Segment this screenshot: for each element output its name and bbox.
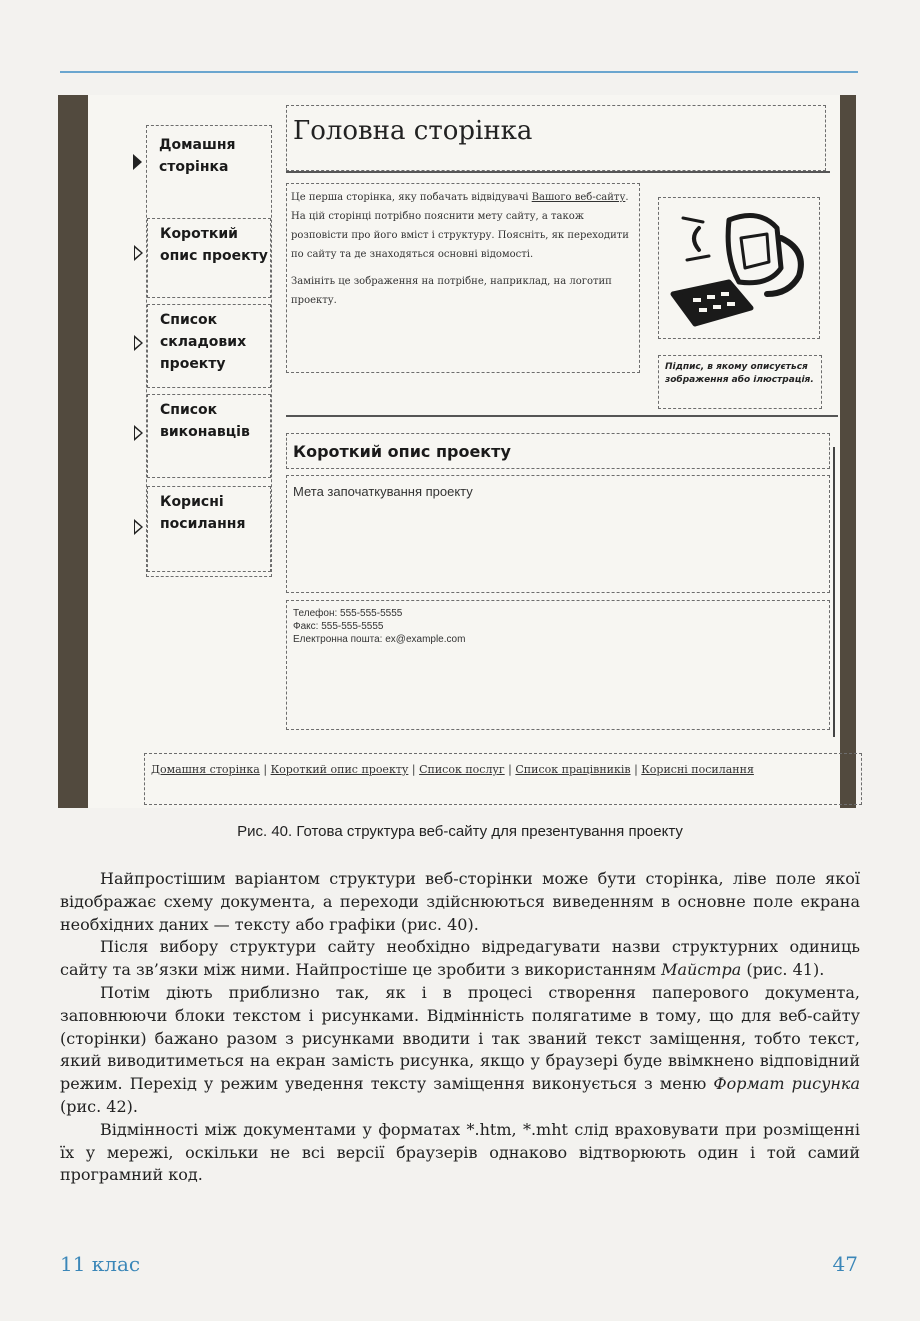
paragraph-text: Потім діють приблизно так, як і в процесі створення паперового документа, заповнюючи блоки текстом і рисунками. Відмінність полягатиме в тому, що для веб-сайту (сторінки) бажано разом з рисунками вводити і так званий текст заміщення, тобто текст, який виводитиметься на екран замість рисунка, якщо у браузері буде ввімкнено відповідний режим. Перехід у режим уведення тексту заміщення виконується з меню [60, 982, 860, 1094]
intro-text: . На цій сторінці потрібно пояснити мету сайту, а також розповісти про його вміст і структуру. Поясніть, як переходити по сайту та де знаходяться основні відомості. [291, 192, 629, 260]
footer-link-employees[interactable]: Список працівників [515, 763, 631, 776]
hollow-arrow-icon [134, 425, 143, 441]
intro-text-box [286, 183, 640, 373]
nav-item-useful-links[interactable] [147, 486, 271, 572]
nav-item-short-description[interactable] [147, 218, 271, 298]
page-title-box [286, 105, 826, 171]
paragraph-text: Після вибору структури сайту необхідно відредагувати назви структурних одиниць сайту та зв’язки між ними. Найпростіше це зробити з використанням [60, 937, 860, 980]
contact-phone: Телефон: 555-555-5555 [293, 608, 403, 619]
filled-arrow-icon [133, 154, 142, 170]
vertical-bar [833, 447, 835, 737]
figure-caption: Рис. 40. Готова структура веб-сайту для презентування проекту [237, 823, 683, 840]
hollow-arrow-icon [134, 335, 143, 351]
nav-item-label: Корисні посилання [160, 494, 246, 532]
intro-link[interactable]: Вашого веб-сайту [531, 192, 626, 203]
hollow-arrow-icon [134, 519, 143, 535]
intro-paragraph: Замініть це зображення на потрібне, наприклад, на логотип проекту. [291, 276, 612, 306]
website-figure [58, 95, 856, 808]
nav-item-label: Список виконавців [160, 402, 250, 440]
title-underline [286, 171, 830, 173]
paragraph-text: (рис. 41). [741, 960, 825, 980]
contact-fax: Факс: 555-555-5555 [293, 621, 384, 632]
page-number: 47 [832, 1252, 858, 1276]
paragraph: Відмінності між документами у форматах *.htm, *.mht слід враховувати при розміщенні їх у мережі, оскільки не всі версії браузерів однаково відтворюють один і той самий програмний код. [60, 1119, 860, 1185]
image-caption: Підпис, в якому описується зображення або ілюстрація. [658, 355, 822, 409]
computer-clipart-svg [659, 198, 819, 338]
nav-item-label: Список складових проекту [160, 312, 247, 372]
paragraph [60, 936, 860, 982]
section-title: Короткий опис проекту [293, 442, 511, 461]
goal-box [286, 475, 830, 593]
footer-links-bar: Домашня сторінка | Короткий опис проекту | Список послуг | Список працівників | Корисні посилання [144, 753, 862, 805]
grade-label: 11 клас [60, 1252, 141, 1276]
nav-item-label: Домашня сторінка [159, 137, 236, 175]
computer-clipart-icon [658, 197, 820, 339]
footer-link-services[interactable]: Список послуг [419, 763, 505, 776]
nav-column [146, 125, 272, 577]
hollow-arrow-icon [134, 245, 143, 261]
section-divider [286, 415, 838, 417]
body-text [60, 868, 860, 1187]
nav-item-performers[interactable] [147, 394, 271, 478]
paragraph-text: (рис. 42). [60, 1096, 138, 1116]
nav-item-label: Короткий опис проекту [160, 226, 268, 264]
intro-paragraph [291, 188, 635, 264]
paragraph [60, 982, 860, 1119]
footer-link-home[interactable]: Домашня сторінка [151, 763, 260, 776]
goal-text: Мета започаткування проекту [293, 484, 473, 499]
page-title: Головна сторінка [293, 116, 533, 146]
paragraph-italic: Майстра [661, 960, 742, 980]
nav-item-components[interactable] [147, 304, 271, 388]
paragraph-italic: Формат рисунка [713, 1074, 860, 1094]
footer-link-useful[interactable]: Корисні посилання [641, 763, 754, 776]
footer-link-description[interactable]: Короткий опис проекту [270, 763, 409, 776]
section-title-box [286, 433, 830, 469]
top-rule [60, 71, 858, 73]
contact-email: Електронна пошта: ex@example.com [293, 634, 466, 645]
contacts-box [286, 600, 830, 730]
nav-item-home[interactable] [147, 130, 271, 214]
intro-text: Це перша сторінка, яку побачать відвідувачі [291, 192, 532, 203]
paragraph: Найпростішим варіантом структури веб-сторінки може бути сторінка, ліве поле якої відображає схему документа, а переходи здійснюються виведенням в основне поле екрана необхідних даних — тексту або графіки (рис. 40). [60, 869, 860, 934]
